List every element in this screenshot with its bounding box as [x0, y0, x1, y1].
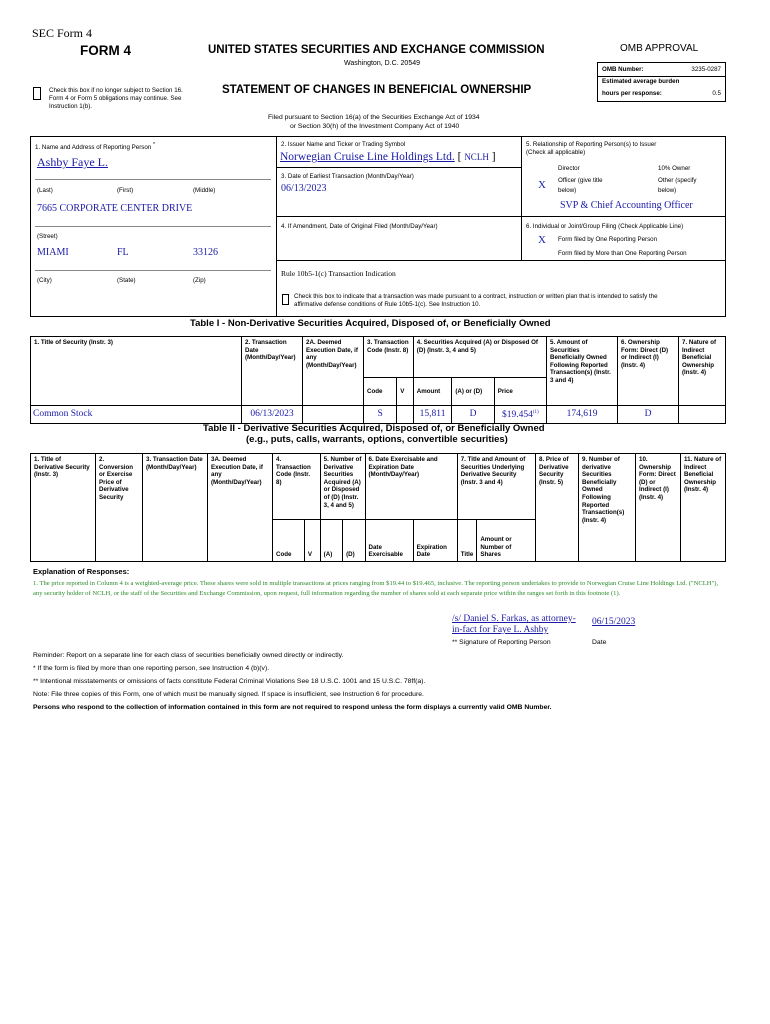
officer-label2: below)	[558, 187, 577, 194]
t2-sub-title: Title	[457, 520, 477, 562]
t1-h1: 1. Title of Security (Instr. 3)	[31, 337, 242, 406]
issuer-line: Norwegian Cruise Line Holdings Ltd. [ NCLH ]	[280, 151, 496, 163]
t2-h10: 10. Ownership Form: Direct (D) or Indirect (I) (Instr. 4)	[636, 454, 681, 562]
box5-label1: 5. Relationship of Reporting Person(s) to Issuer	[526, 141, 657, 148]
t1-aord: D	[452, 406, 494, 424]
t1-sub-amount: Amount	[413, 378, 452, 406]
issuer-name[interactable]: Norwegian Cruise Line Holdings Ltd.	[280, 151, 455, 163]
t1-sub-code: Code	[364, 378, 397, 406]
box3-label: 3. Date of Earliest Transaction (Month/Day/Year)	[281, 173, 414, 180]
t2-h1: 1. Title of Derivative Security (Instr. 3)	[31, 454, 96, 562]
t2-sub-exercisable: Date Exercisable	[365, 520, 413, 562]
rule-10b5-label: Rule 10b5-1(c) Transaction Indication	[281, 269, 396, 278]
one-person-label: Form filed by One Reporting Person	[558, 236, 658, 243]
box1-label: 1. Name and Address of Reporting Person *	[35, 142, 156, 152]
signature-label: ** Signature of Reporting Person	[452, 639, 551, 646]
statement-title: STATEMENT OF CHANGES IN BENEFICIAL OWNERSHIP	[222, 84, 532, 96]
t2-sub-v: V	[304, 520, 320, 562]
t2-h9: 9. Number of derivative Securities Beneficially Owned Following Reported Transaction(s) (Instr. 4)	[579, 454, 636, 562]
t1-deemed	[303, 406, 364, 424]
section16-note: Check this box if no longer subject to Section 16. Form 4 or Form 5 obligations may continue. See Instruction 1(b).	[49, 87, 183, 110]
other-label2: below)	[658, 187, 677, 194]
table1	[30, 336, 726, 424]
t2-h2: 2. Conversion or Exercise Price of Derivative Security	[96, 454, 143, 562]
table2-title1: Table II - Derivative Securities Acquired, Disposed of, or Beneficially Owned	[203, 423, 545, 434]
director-label: Director	[558, 165, 580, 172]
t2-h8: 8. Price of Derivative Security (Instr. 5)	[536, 454, 579, 562]
state-label: (State)	[117, 277, 136, 284]
street-label: (Street)	[37, 233, 58, 240]
officer-title: SVP & Chief Accounting Officer	[560, 200, 693, 211]
rule-10b5-text1: Check this box to indicate that a transaction was made pursuant to a contract, instruction or written plan that is intended to satisfy the	[294, 293, 658, 300]
filing-type-box	[521, 216, 726, 261]
t2-sub-a: (A)	[320, 520, 342, 562]
t2-sub-amount: Amount or Number of Shares	[477, 520, 536, 562]
table2-title2: (e.g., puts, calls, warrants, options, convertible securities)	[246, 434, 508, 445]
table-row	[31, 406, 726, 424]
omb-burden-label1: Estimated average burden	[602, 78, 680, 85]
explanation-footnote: 1. The price reported in Column 4 is a weighted-average price. These shares were sold in multiple transactions at prices ranging from $19.44 to $19.465, inclusive. The reporting person undertakes to provide to Norwegian Cruise Line Holdings Ltd. ("NCLH"), any security holder of NCLH, or the staff of the Securities and Exchange Commission, upon request, full information regarding the number of shares sold at each separate price within the ranges set forth in this footnote (1).	[33, 580, 719, 597]
table1-title: Table I - Non-Derivative Securities Acquired, Disposed of, or Beneficially Owned	[190, 318, 551, 329]
more-person-label: Form filed by More than One Reporting Person	[558, 250, 687, 257]
first-label: (First)	[117, 187, 134, 194]
t2-h11: 11. Nature of Indirect Beneficial Ownership (Instr. 4)	[681, 454, 726, 562]
t1-sub-aord: (A) or (D)	[452, 378, 494, 406]
explanation-label: Explanation of Responses:	[33, 567, 130, 576]
t1-h2: 2. Transaction Date (Month/Day/Year)	[242, 337, 303, 406]
omb-box	[597, 62, 726, 102]
box2-label: 2. Issuer Name and Ticker or Trading Symbol	[281, 141, 406, 148]
doc-label: SEC Form 4	[32, 26, 93, 40]
one-person-check-mark[interactable]: X	[538, 234, 546, 246]
earliest-transaction-box	[276, 167, 522, 217]
note-multiple-persons: * If the form is filed by more than one reporting person, see Instruction 4 (b)(v).	[33, 665, 270, 672]
amendment-box	[276, 216, 522, 261]
relationship-box	[521, 136, 726, 217]
t1-form: D	[618, 406, 679, 424]
omb-burden-label2: hours per response:	[602, 90, 662, 97]
note-misstatements: ** Intentional misstatements or omissions of facts constitute Federal Criminal Violations See 18 U.S.C. 1001 and 15 U.S.C. 78ff(a).	[33, 678, 426, 685]
filed-pursuant-line2: or Section 30(h) of the Investment Company Act of 1940	[290, 123, 460, 130]
agency-city: Washington, D.C. 20549	[344, 60, 421, 67]
issuer-ticker: NCLH	[464, 152, 489, 162]
t1-h2a: 2A. Deemed Execution Date, if any (Month/Day/Year)	[303, 337, 364, 406]
earliest-transaction-date: 06/13/2023	[281, 183, 327, 194]
t1-owned: 174,619	[547, 406, 618, 424]
t1-h3: 3. Transaction Code (Instr. 8)	[364, 337, 414, 378]
reporting-person-name[interactable]: Ashby Faye L.	[37, 155, 108, 169]
reporting-person-box	[30, 136, 277, 317]
t1-code: S	[364, 406, 397, 424]
state-value: FL	[117, 247, 129, 258]
t2-h3a: 3A. Deemed Execution Date, if any (Month/Day/Year)	[208, 454, 273, 562]
ten-pct-label: 10% Owner	[658, 165, 691, 172]
street-value: 7665 CORPORATE CENTER DRIVE	[37, 203, 193, 214]
t1-amount: 15,811	[413, 406, 452, 424]
t1-h5: 5. Amount of Securities Beneficially Owned Following Reported Transaction(s) (Instr. 3 and 4)	[547, 337, 618, 406]
other-label1: Other (specify	[658, 177, 697, 184]
box6-label: 6. Individual or Joint/Group Filing (Check Applicable Line)	[526, 223, 684, 230]
reminder-note: Reminder: Report on a separate line for each class of securities beneficially owned directly or indirectly.	[33, 652, 344, 659]
t2-h7: 7. Title and Amount of Securities Underlying Derivative Security (Instr. 3 and 4)	[457, 454, 535, 520]
omb-title: OMB APPROVAL	[620, 43, 699, 54]
signature-date: 06/15/2023	[592, 617, 636, 627]
t1-price-footnote[interactable]: (1)	[532, 410, 539, 415]
signature-line2: in-fact for Faye L. Ashby	[452, 625, 549, 635]
t1-security: Common Stock	[31, 406, 242, 424]
t1-sub-v: V	[397, 378, 414, 406]
agency-title: UNITED STATES SECURITIES AND EXCHANGE COMMISSION	[208, 44, 545, 56]
last-label: (Last)	[37, 187, 53, 194]
officer-label1: Officer (give title	[558, 177, 603, 184]
signature-line1: /s/ Daniel S. Farkas, as attorney-	[452, 614, 576, 624]
rule-10b5-checkbox[interactable]	[282, 294, 289, 305]
t1-h6: 6. Ownership Form: Direct (D) or Indirect (I) (Instr. 4)	[618, 337, 679, 406]
city-value: MIAMI	[37, 247, 69, 258]
omb-burden-value: 0.5	[712, 90, 721, 97]
filed-pursuant-line1: Filed pursuant to Section 16(a) of the Securities Exchange Act of 1934	[268, 114, 480, 121]
rule-10b5-box	[276, 260, 726, 317]
note-omb: Persons who respond to the collection of information contained in this form are not required to respond unless the form displays a currently valid OMB Number.	[33, 704, 552, 711]
t2-h4: 4. Transaction Code (Instr. 8)	[273, 454, 321, 520]
t2-sub-d: (D)	[343, 520, 365, 562]
zip-label: (Zip)	[193, 277, 206, 284]
middle-label: (Middle)	[193, 187, 216, 194]
t1-sub-price: Price	[494, 378, 546, 406]
issuer-box	[276, 136, 522, 168]
t2-h6: 6. Date Exercisable and Expiration Date (Month/Day/Year)	[365, 454, 457, 520]
note-copies: Note: File three copies of this Form, one of which must be manually signed. If space is insufficient, see Instruction 6 for procedure.	[33, 691, 424, 698]
signature-date-label: Date	[592, 639, 607, 646]
t2-h5: 5. Number of Derivative Securities Acquired (A) or Disposed of (D) (Instr. 3, 4 and 5)	[320, 454, 365, 520]
t2-h3: 3. Transaction Date (Month/Day/Year)	[143, 454, 208, 562]
omb-number-value: 3235-0287	[691, 66, 721, 73]
box5-label2: (Check all applicable)	[526, 149, 586, 156]
t2-sub-code: Code	[273, 520, 305, 562]
box4-label: 4. If Amendment, Date of Original Filed (Month/Day/Year)	[281, 223, 438, 230]
t1-nature	[679, 406, 726, 424]
rule-10b5-text2: affirmative defense conditions of Rule 10b5-1(c). See Instruction 10.	[294, 301, 481, 308]
t1-h7: 7. Nature of Indirect Beneficial Ownership (Instr. 4)	[679, 337, 726, 406]
t1-date: 06/13/2023	[242, 406, 303, 424]
omb-number-label: OMB Number:	[602, 66, 644, 73]
t1-v	[397, 406, 414, 424]
t2-sub-expiration: Expiration Date	[413, 520, 457, 562]
t1-h4: 4. Securities Acquired (A) or Disposed Of (D) (Instr. 3, 4 and 5)	[413, 337, 546, 378]
zip-value: 33126	[193, 247, 218, 258]
section16-checkbox[interactable]	[33, 87, 41, 100]
officer-check-mark[interactable]: X	[538, 179, 546, 191]
city-label: (City)	[37, 277, 52, 284]
t1-price: $19.454	[501, 410, 533, 421]
form-title: FORM 4	[80, 43, 132, 58]
t1-price-cell	[494, 406, 546, 424]
table2	[30, 453, 726, 562]
